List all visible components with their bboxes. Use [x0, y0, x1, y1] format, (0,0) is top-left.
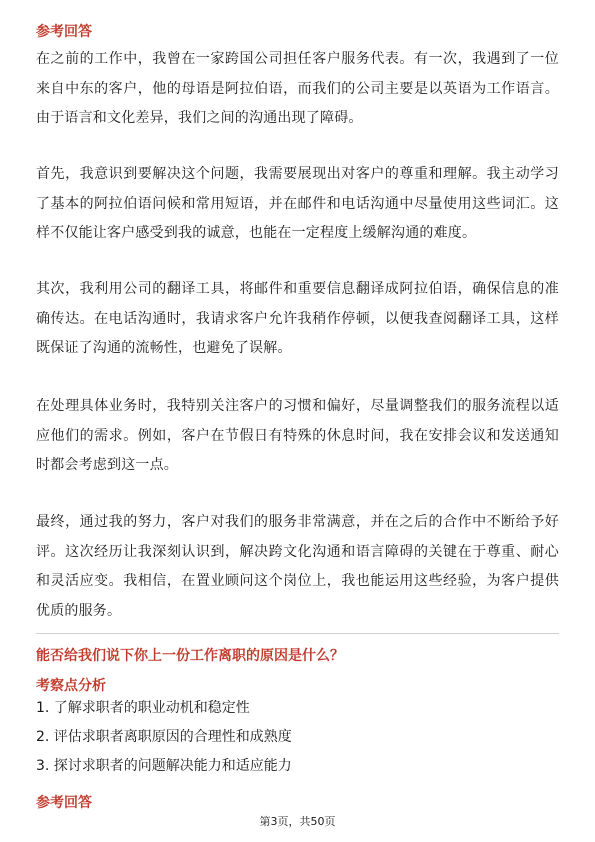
reference-answer-heading-2: 参考回答 — [36, 795, 92, 811]
answer-paragraph-2: 首先，我意识到要解决这个问题，我需要展现出对客户的尊重和理解。我主动学习了基本的阿拉伯语问候和常用短语，并在邮件和电话沟通中尽量使用这些词汇。这样不仅能让客户感受到我的诚意，也能在一定程度上缓解沟通的难度。 — [36, 166, 559, 241]
answer-paragraph-4: 在处理具体业务时，我特别关注客户的习惯和偏好，尽量调整我们的服务流程以适应他们的需求。例如，客户在节假日有特殊的休息时间，我在安排会议和发送通知时都会考虑到这一点。 — [36, 398, 559, 473]
answer-paragraph-5: 最终，通过我的努力，客户对我们的服务非常满意，并在之后的合作中不断给予好评。这次经历让我深刻认识到，解决跨文化沟通和语言障碍的关键在于尊重、耐心和灵活应变。我相信，在置业顾问这个岗位上，我也能运用这些经验，为客户提供优质的服务。 — [36, 514, 559, 619]
document-page — [36, 0, 559, 842]
answer-paragraph-1: 在之前的工作中，我曾在一家跨国公司担任客户服务代表。有一次，我遇到了一位来自中东的客户，他的母语是阿拉伯语，而我们的公司主要是以英语为工作语言。由于语言和文化差异，我们之间的沟通出现了障碍。 — [36, 51, 559, 126]
analysis-heading: 考察点分析 — [36, 678, 106, 694]
section-divider — [36, 633, 559, 634]
analysis-list — [36, 694, 292, 781]
answer-paragraph-3: 其次，我利用公司的翻译工具，将邮件和重要信息翻译成阿拉伯语，确保信息的准确传达。在电话沟通时，我请求客户允许我稍作停顿，以便我查阅翻译工具，这样既保证了沟通的流畅性，也避免了误解。 — [36, 281, 559, 356]
analysis-point: 3. 探讨求职者的问题解决能力和适应能力 — [36, 758, 292, 774]
reference-answer-heading: 参考回答 — [36, 24, 92, 40]
analysis-point: 2. 评估求职者离职原因的合理性和成熟度 — [36, 729, 292, 745]
interview-question: 能否给我们说下你上一份工作离职的原因是什么？ — [36, 648, 344, 664]
analysis-point: 1. 了解求职者的职业动机和稳定性 — [36, 700, 250, 716]
page-number-footer: 第3页，共50页 — [259, 815, 336, 828]
